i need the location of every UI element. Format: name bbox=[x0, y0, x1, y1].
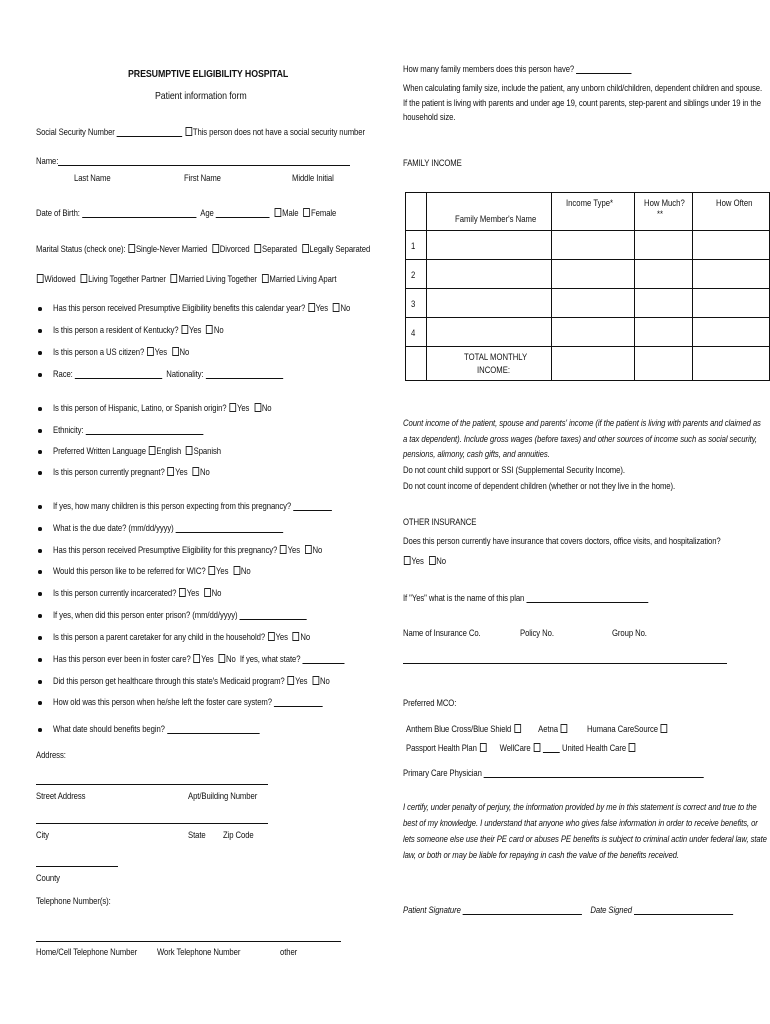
telephone-label: Telephone Number(s): bbox=[36, 896, 111, 906]
row-3-often-cell[interactable] bbox=[693, 289, 770, 318]
count-note-5: Do not count income of dependent children (whether or not they live in the home). bbox=[403, 481, 676, 491]
bullet-icon bbox=[38, 471, 42, 475]
female-checkbox[interactable] bbox=[303, 208, 310, 217]
ethnicity-row: Ethnicity: bbox=[53, 425, 203, 436]
medicaid-no-checkbox[interactable] bbox=[312, 676, 319, 685]
no-ssn-checkbox[interactable] bbox=[185, 127, 192, 136]
family-income-table bbox=[405, 192, 770, 381]
table-total-row bbox=[406, 347, 770, 381]
family-members-q: How many family members does this person have? bbox=[403, 64, 632, 75]
incarcerated-yes-checkbox[interactable] bbox=[179, 588, 186, 597]
bullet-icon bbox=[38, 658, 42, 662]
row-4-member-cell[interactable] bbox=[426, 318, 552, 347]
q-caretaker: Is this person a parent caretaker for any child in the household? Yes No bbox=[53, 632, 311, 642]
marital-label: Marital Status (check one): bbox=[36, 244, 126, 254]
middle-initial-caption: Middle Initial bbox=[292, 173, 334, 183]
row-2-type-cell[interactable] bbox=[552, 260, 635, 289]
widowed-checkbox[interactable] bbox=[37, 274, 44, 283]
bullet-icon bbox=[38, 680, 42, 684]
pcp-input[interactable] bbox=[484, 768, 704, 778]
col-how-much-header: How Much? ** bbox=[634, 193, 693, 231]
row-1-type-cell[interactable] bbox=[552, 231, 635, 260]
date-signed-input[interactable] bbox=[634, 905, 733, 915]
name-label: Name: bbox=[36, 156, 59, 166]
foster-no-checkbox[interactable] bbox=[218, 654, 225, 663]
single-label: Single-Never Married bbox=[135, 244, 208, 254]
incarcerated-no-checkbox[interactable] bbox=[204, 588, 211, 597]
widowed-label: Widowed bbox=[44, 274, 76, 284]
family-note-2: If the patient is living with parents and under age 19, count parents, step-parent and siblings under 19 in the bbox=[403, 98, 761, 108]
plan-name-input[interactable] bbox=[526, 593, 648, 603]
race-row: Race: Nationality: bbox=[53, 369, 283, 380]
caretaker-yes-checkbox[interactable] bbox=[268, 632, 275, 641]
other-insurance-heading: OTHER INSURANCE bbox=[403, 517, 477, 527]
total-often-cell[interactable] bbox=[693, 347, 770, 381]
row-4-amount-cell[interactable] bbox=[634, 318, 693, 347]
anthem-checkbox[interactable] bbox=[514, 724, 521, 733]
bullet-icon bbox=[38, 429, 42, 433]
bullet-icon bbox=[38, 592, 42, 596]
single-checkbox[interactable] bbox=[128, 244, 135, 253]
insurance-question: Does this person currently have insurance that covers doctors, office visits, and hospitalization? bbox=[403, 536, 721, 546]
pe-year-no-checkbox[interactable] bbox=[333, 303, 340, 312]
name-input[interactable] bbox=[58, 165, 350, 166]
bullet-icon bbox=[38, 527, 42, 531]
divorced-label: Divorced bbox=[219, 244, 250, 254]
bullet-icon bbox=[38, 570, 42, 574]
bullet-icon bbox=[38, 373, 42, 377]
english-checkbox[interactable] bbox=[149, 446, 156, 455]
caretaker-no-checkbox[interactable] bbox=[293, 632, 300, 641]
address-label: Address: bbox=[36, 750, 66, 760]
family-income-heading: FAMILY INCOME bbox=[403, 158, 462, 168]
dob-label: Date of Birth: bbox=[36, 208, 80, 218]
form-subtitle: Patient information form bbox=[155, 90, 247, 102]
apt-building-caption: Apt/Building Number bbox=[188, 791, 258, 801]
mco-row-2: Passport Health Plan WellCare United Health Care bbox=[406, 743, 637, 754]
wellcare-checkbox[interactable] bbox=[533, 743, 540, 752]
marital-row-1 bbox=[36, 244, 370, 255]
certify-line-4: law, or both or may be liable for repaying in cash the value of the benefits received. bbox=[403, 850, 679, 860]
row-3-type-cell[interactable] bbox=[552, 289, 635, 318]
legally-separated-label: Legally Separated bbox=[309, 244, 371, 254]
row-1-often-cell[interactable] bbox=[693, 231, 770, 260]
pregnant-no-checkbox[interactable] bbox=[192, 467, 199, 476]
table-row: 4 bbox=[406, 318, 770, 347]
foster-age-input[interactable] bbox=[274, 697, 323, 707]
bullet-icon bbox=[38, 701, 42, 705]
row-2-member-cell[interactable] bbox=[426, 260, 552, 289]
race-input[interactable] bbox=[75, 369, 162, 379]
policy-no-caption: Policy No. bbox=[520, 628, 554, 638]
insurance-no-checkbox[interactable] bbox=[429, 556, 436, 565]
bullet-icon bbox=[38, 505, 42, 509]
citizen-yes-checkbox[interactable] bbox=[147, 347, 154, 356]
row-4-often-cell[interactable] bbox=[693, 318, 770, 347]
city-state-zip-input[interactable] bbox=[36, 823, 268, 824]
kentucky-no-checkbox[interactable] bbox=[206, 325, 213, 334]
q-benefits-begin: What date should benefits begin? bbox=[53, 724, 259, 735]
benefits-begin-input[interactable] bbox=[167, 724, 259, 734]
row-1-amount-cell[interactable] bbox=[634, 231, 693, 260]
street-address-input[interactable] bbox=[36, 784, 268, 785]
spanish-checkbox[interactable] bbox=[186, 446, 193, 455]
total-label-cell: TOTAL MONTHLY INCOME: bbox=[426, 347, 552, 381]
hispanic-no-checkbox[interactable] bbox=[254, 403, 261, 412]
marital-row-2 bbox=[36, 274, 336, 285]
signature-row: Patient Signature Date Signed bbox=[403, 905, 733, 916]
col-how-often-header: How Often bbox=[693, 193, 770, 231]
uhc-checkbox[interactable] bbox=[629, 743, 636, 752]
insurance-yes-no: Yes No bbox=[403, 556, 446, 567]
count-note-4: Do not count child support or SSI (Supplemental Security Income). bbox=[403, 465, 625, 475]
foster-state-input[interactable] bbox=[303, 654, 345, 664]
male-label: Male bbox=[282, 208, 299, 218]
bullet-icon bbox=[38, 728, 42, 732]
q-hispanic: Is this person of Hispanic, Latino, or Spanish origin? Yes No bbox=[53, 403, 272, 413]
row-3-amount-cell[interactable] bbox=[634, 289, 693, 318]
ssn-input[interactable] bbox=[117, 127, 183, 137]
married-living-apart-checkbox[interactable] bbox=[262, 274, 269, 283]
married-living-together-checkbox[interactable] bbox=[171, 274, 178, 283]
pe-pregnancy-no-checkbox[interactable] bbox=[305, 545, 312, 554]
insurance-details-input[interactable] bbox=[403, 663, 727, 664]
separated-label: Separated bbox=[262, 244, 297, 254]
row-1-member-cell[interactable] bbox=[426, 231, 552, 260]
q-pe-pregnancy: Has this person received Presumptive Eligibility for this pregnancy? Yes No bbox=[53, 545, 323, 555]
zip-caption: Zip Code bbox=[223, 830, 254, 840]
separated-checkbox[interactable] bbox=[254, 244, 261, 253]
pregnant-yes-checkbox[interactable] bbox=[168, 467, 175, 476]
q-pe-this-year: Has this person received Presumptive Eligibility benefits this calendar year? Yes No bbox=[53, 303, 351, 313]
bullet-icon bbox=[38, 351, 42, 355]
family-note-3: household size. bbox=[403, 112, 456, 122]
county-input[interactable] bbox=[36, 866, 118, 867]
wic-no-checkbox[interactable] bbox=[233, 566, 240, 575]
bullet-icon bbox=[38, 307, 42, 311]
row-3-member-cell[interactable] bbox=[426, 289, 552, 318]
certify-line-3: lets someone else use their PE card or abuses PE benefits is subject to criminal actin under federal law, state bbox=[403, 834, 767, 844]
certify-line-1: I certify, under penalty of perjury, the information provided by me in this statement is correct and true to the bbox=[403, 802, 757, 812]
other-phone-caption: other bbox=[280, 947, 298, 957]
table-row: 1 bbox=[406, 231, 770, 260]
passport-checkbox[interactable] bbox=[480, 743, 487, 752]
q-foster: Has this person ever been in foster care? Yes No If yes, what state? bbox=[53, 654, 345, 665]
nationality-input[interactable] bbox=[206, 369, 283, 379]
legally-separated-checkbox[interactable] bbox=[302, 244, 309, 253]
humana-checkbox[interactable] bbox=[661, 724, 668, 733]
insurance-co-caption: Name of Insurance Co. bbox=[403, 628, 481, 638]
table-header-row bbox=[406, 193, 770, 231]
pcp-row: Primary Care Physician bbox=[403, 768, 704, 779]
bullet-icon bbox=[38, 450, 42, 454]
count-note-1: Count income of the patient, spouse and parents' income (if the patient is living with parents and claimed as bbox=[403, 418, 761, 428]
row-2-amount-cell[interactable] bbox=[634, 260, 693, 289]
q-medicaid-foster: Did this person get healthcare through this state's Medicaid program? Yes No bbox=[53, 676, 330, 686]
total-type-cell[interactable] bbox=[552, 347, 635, 381]
hispanic-yes-checkbox[interactable] bbox=[229, 403, 236, 412]
q-pregnant: Is this person currently pregnant? Yes No bbox=[53, 467, 210, 477]
county-caption: County bbox=[36, 873, 60, 883]
age-label: Age bbox=[200, 208, 214, 218]
group-no-caption: Group No. bbox=[612, 628, 647, 638]
family-members-input[interactable] bbox=[576, 64, 631, 74]
first-name-caption: First Name bbox=[184, 173, 221, 183]
patient-signature-input[interactable] bbox=[463, 905, 582, 915]
insurance-yes-checkbox[interactable] bbox=[404, 556, 411, 565]
col-type-header: Income Type* bbox=[552, 193, 635, 231]
ssn-row bbox=[36, 127, 365, 138]
language-row: Preferred Written Language English Spanish bbox=[53, 446, 221, 456]
home-cell-caption: Home/Cell Telephone Number bbox=[36, 947, 138, 957]
count-note-2: a tax dependent). Include gross wages (before taxes) and other sources of income such as social security, bbox=[403, 434, 757, 444]
male-checkbox[interactable] bbox=[275, 208, 282, 217]
ethnicity-input[interactable] bbox=[86, 425, 204, 435]
q-incarcerated: Is this person currently incarcerated? Yes No bbox=[53, 588, 222, 598]
female-label: Female bbox=[311, 208, 337, 218]
plan-name-row: If "Yes" what is the name of this plan bbox=[403, 593, 648, 604]
kentucky-yes-checkbox[interactable] bbox=[181, 325, 188, 334]
foster-yes-checkbox[interactable] bbox=[194, 654, 201, 663]
bullet-icon bbox=[38, 614, 42, 618]
table-row: 3 bbox=[406, 289, 770, 318]
q-wic: Would this person like to be referred for WIC? Yes No bbox=[53, 566, 251, 576]
medicaid-yes-checkbox[interactable] bbox=[288, 676, 295, 685]
last-name-caption: Last Name bbox=[74, 173, 111, 183]
street-address-caption: Street Address bbox=[36, 791, 86, 801]
citizen-no-checkbox[interactable] bbox=[172, 347, 179, 356]
total-amount-cell[interactable] bbox=[634, 347, 693, 381]
divorced-checkbox[interactable] bbox=[212, 244, 219, 253]
dob-row bbox=[36, 208, 336, 219]
row-2-often-cell[interactable] bbox=[693, 260, 770, 289]
q-us-citizen: Is this person a US citizen? Yes No bbox=[53, 347, 190, 357]
children-expecting-input[interactable] bbox=[293, 501, 332, 511]
q-prison-date: If yes, when did this person enter prison? (mm/dd/yyyy) bbox=[53, 610, 307, 621]
ssn-label: Social Security Number bbox=[36, 127, 115, 137]
bullet-icon bbox=[38, 329, 42, 333]
certify-line-2: best of my knowledge. I understand that anyone who gives false information in order to receive benefits, or bbox=[403, 818, 758, 828]
col-member-header: Family Member's Name bbox=[426, 193, 552, 231]
due-date-input[interactable] bbox=[176, 523, 284, 533]
living-together-partner-checkbox[interactable] bbox=[81, 274, 88, 283]
table-row: 2 bbox=[406, 260, 770, 289]
living-together-partner-label: Living Together Partner bbox=[88, 274, 166, 284]
dob-input[interactable] bbox=[82, 208, 196, 218]
row-4-type-cell[interactable] bbox=[552, 318, 635, 347]
state-caption: State bbox=[188, 830, 206, 840]
wic-yes-checkbox[interactable] bbox=[208, 566, 215, 575]
count-note-3: pensions, alimony, cash gifts, and annuities. bbox=[403, 449, 550, 459]
telephone-input[interactable] bbox=[36, 941, 341, 942]
bullet-icon bbox=[38, 549, 42, 553]
q-kentucky: Is this person a resident of Kentucky? Yes No bbox=[53, 325, 224, 335]
bullet-icon bbox=[38, 636, 42, 640]
prison-date-input[interactable] bbox=[240, 610, 307, 620]
mco-row-1: Anthem Blue Cross/Blue Shield Aetna Humana CareSource bbox=[406, 724, 668, 735]
q-foster-age: How old was this person when he/she left the foster care system? bbox=[53, 697, 323, 708]
bullet-icon bbox=[38, 407, 42, 411]
married-living-apart-label: Married Living Apart bbox=[269, 274, 337, 284]
pe-pregnancy-yes-checkbox[interactable] bbox=[280, 545, 287, 554]
aetna-checkbox[interactable] bbox=[561, 724, 568, 733]
q-due-date: What is the due date? (mm/dd/yyyy) bbox=[53, 523, 283, 534]
age-input[interactable] bbox=[216, 208, 270, 218]
preferred-mco-label: Preferred MCO: bbox=[403, 698, 457, 708]
married-living-together-label: Married Living Together bbox=[178, 274, 257, 284]
no-ssn-label: This person does not have a social security number bbox=[192, 127, 365, 137]
work-phone-caption: Work Telephone Number bbox=[157, 947, 241, 957]
form-title: PRESUMPTIVE ELIGIBILITY HOSPITAL bbox=[128, 68, 289, 80]
q-children-expecting: If yes, how many children is this person expecting from this pregnancy? bbox=[53, 501, 332, 512]
city-caption: City bbox=[36, 830, 49, 840]
family-note-1: When calculating family size, include the patient, any unborn child/children, dependent children and spouse. bbox=[403, 83, 763, 93]
pe-year-yes-checkbox[interactable] bbox=[308, 303, 315, 312]
